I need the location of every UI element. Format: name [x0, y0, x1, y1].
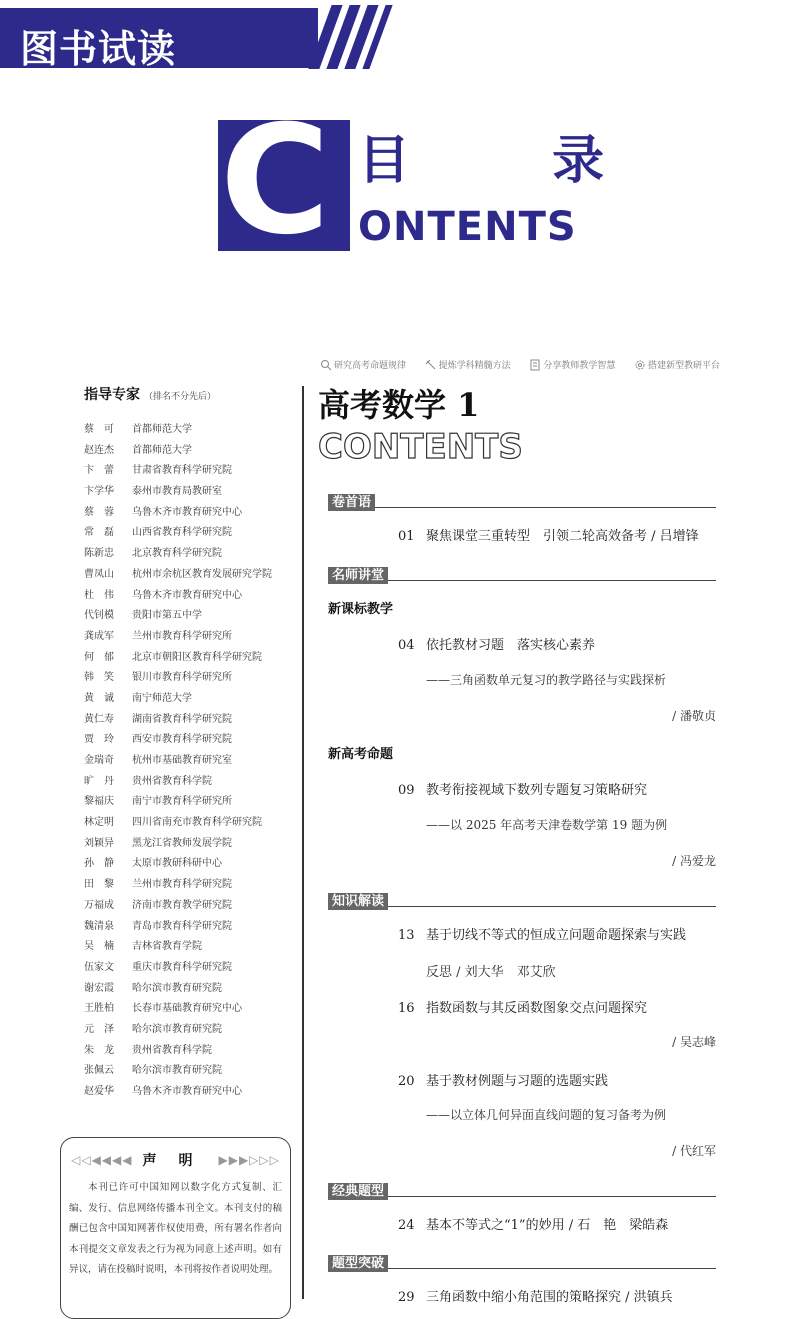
expert-org: 首都师范大学 [132, 424, 192, 435]
expert-name: 赵爱华 [84, 1086, 114, 1097]
section-tag: 卷首语 [328, 494, 375, 511]
expert-row [84, 565, 294, 586]
section-header [328, 564, 716, 581]
entry-title: 基本不等式之“1”的妙用 / 石 艳 梁皓森 [426, 1218, 669, 1233]
entry-title: 三角函数中缩小角范围的策略探究 / 洪镇兵 [426, 1290, 673, 1305]
entry-subtitle: ——以立体几何异面直线问题的复习备考为例 [426, 1108, 667, 1122]
slogan-item: 搭建新型教研平台 [634, 358, 720, 371]
expert-org: 贵州省教育科学院 [132, 775, 212, 787]
section-tag: 题型突破 [328, 1255, 388, 1272]
notice-box [60, 1137, 291, 1319]
expert-row [84, 648, 294, 669]
expert-org: 济南市教育教学研究院 [132, 899, 232, 911]
expert-org: 北京教育科学研究院 [132, 548, 222, 560]
expert-org: 哈尔滨市教育研究院 [132, 982, 222, 994]
expert-org: 重庆市教育科学研究院 [132, 961, 232, 973]
expert-name: 元 泽 [84, 1023, 114, 1035]
expert-org: 贵阳市第五中学 [132, 610, 202, 622]
page-number: 24 [398, 1218, 415, 1233]
magnifier-icon [320, 359, 332, 371]
page-number: 16 [398, 1001, 415, 1016]
toc-entry[interactable] [398, 924, 716, 943]
page-number: 13 [398, 928, 415, 943]
expert-name: 贾 玲 [84, 734, 114, 746]
expert-name: 吴 楠 [84, 941, 114, 953]
slogan-item: 提炼学科精髓方法 [425, 358, 511, 371]
toc-entry[interactable] [398, 1286, 716, 1305]
expert-org: 南宁市教育科学研究所 [132, 796, 232, 808]
document-icon [529, 359, 541, 371]
expert-org: 青岛市教育科学研究院 [132, 920, 232, 932]
expert-name: 万福成 [84, 899, 114, 911]
expert-name: 金瑞奇 [84, 755, 114, 766]
expert-name: 卞学华 [84, 486, 114, 498]
section-header [328, 1180, 716, 1197]
expert-row [84, 1061, 294, 1082]
entry-author: / 吴志峰 [672, 1035, 716, 1049]
toc-entry[interactable] [398, 525, 716, 544]
expert-name: 孙 静 [84, 858, 114, 870]
expert-name: 常 磊 [84, 527, 114, 539]
expert-org: 银川市教育科学研究所 [132, 672, 232, 684]
expert-org: 南宁师范大学 [132, 692, 192, 704]
expert-row [84, 523, 294, 544]
expert-name: 伍家文 [84, 961, 114, 973]
toc-entry[interactable] [398, 997, 716, 1016]
page-number: 09 [398, 783, 415, 798]
expert-org: 兰州市教育科学研究所 [132, 630, 232, 642]
expert-name: 曹凤山 [84, 568, 114, 580]
section-header [328, 890, 716, 907]
expert-name: 黎福庆 [84, 796, 114, 808]
expert-name: 蔡 蓉 [84, 506, 114, 518]
expert-row [84, 751, 294, 772]
expert-org: 吉林省教育学院 [132, 941, 202, 953]
expert-row [84, 917, 294, 938]
gear-icon [634, 359, 646, 371]
magazine-title: 高考数学 1 [318, 386, 480, 424]
toc-entry[interactable] [398, 1214, 716, 1233]
expert-name: 朱 龙 [84, 1044, 114, 1056]
expert-name: 韩 笑 [84, 672, 114, 684]
expert-name: 龚成军 [84, 630, 114, 642]
entry-author: / 冯爱龙 [672, 854, 716, 868]
expert-name: 杜 伟 [84, 589, 114, 601]
entry-subtitle: ——以 2025 年高考天津卷数学第 19 题为例 [426, 818, 668, 832]
entry-title: 依托教材习题 落实核心素养 [426, 638, 596, 653]
entry-subtitle: 反思 / 刘大华 邓艾欣 [426, 965, 556, 980]
section-tag: 知识解读 [328, 893, 388, 910]
expert-name: 蔡 可 [84, 424, 114, 435]
expert-org: 乌鲁木齐市教育研究中心 [132, 1086, 242, 1097]
expert-row [84, 689, 294, 710]
expert-name: 林定明 [84, 817, 114, 829]
notice-title: 声明 [142, 1153, 215, 1169]
expert-row [84, 1082, 294, 1103]
expert-row [84, 834, 294, 855]
expert-row [84, 999, 294, 1020]
contents-logo-letter: C [220, 120, 331, 251]
expert-name: 代钊模 [84, 610, 114, 622]
expert-row [84, 1041, 294, 1062]
toc-entry[interactable] [398, 634, 716, 653]
arrows-right-icon: ▶▶▶▷▷▷ [218, 1153, 280, 1167]
expert-name: 赵连杰 [84, 444, 114, 456]
expert-row [84, 627, 294, 648]
entry-title: 教考衔接视域下数列专题复习策略研究 [426, 783, 648, 798]
expert-row [84, 482, 294, 503]
expert-row [84, 875, 294, 896]
expert-row [84, 772, 294, 793]
slogan-strip [320, 358, 720, 371]
expert-row [84, 606, 294, 627]
expert-row [84, 544, 294, 565]
contents-title-cn: 目 录 [358, 131, 667, 191]
expert-org: 哈尔滨市教育研究院 [132, 1023, 222, 1035]
entry-title: 指数函数与其反函数图象交点问题探究 [426, 1001, 648, 1016]
expert-name: 魏清泉 [84, 920, 114, 932]
pickaxe-icon [425, 359, 437, 371]
header-banner [0, 8, 318, 71]
expert-org: 四川省南充市教育科学研究院 [132, 817, 262, 829]
expert-org: 长春市基础教育研究中心 [132, 1003, 242, 1015]
expert-row [84, 730, 294, 751]
expert-org: 山西省教育科学研究院 [132, 527, 232, 539]
expert-row [84, 503, 294, 524]
expert-name: 旷 丹 [84, 775, 114, 787]
expert-row [84, 1020, 294, 1041]
entry-subtitle: ——三角函数单元复习的教学路径与实践探析 [426, 673, 667, 687]
expert-row [84, 896, 294, 917]
entry-title: 聚焦课堂三重转型 引领二轮高效备考 / 吕增锋 [426, 529, 699, 544]
subsection-title: 新高考命题 [328, 747, 394, 762]
expert-row [84, 461, 294, 482]
expert-org: 乌鲁木齐市教育研究中心 [132, 506, 242, 518]
expert-org: 泰州市教育局教研室 [132, 486, 222, 498]
expert-org: 湖南省教育科学研究院 [132, 713, 232, 725]
expert-row [84, 937, 294, 958]
expert-row [84, 958, 294, 979]
expert-row [84, 710, 294, 731]
section-tag: 经典题型 [328, 1183, 388, 1200]
expert-row [84, 792, 294, 813]
expert-org: 西安市教育科学研究院 [132, 734, 232, 746]
expert-org: 哈尔滨市教育研究院 [132, 1065, 222, 1077]
page-number: 04 [398, 638, 415, 653]
expert-row [84, 813, 294, 834]
experts-note: （排名不分先后） [144, 392, 217, 402]
entry-author: / 代红军 [672, 1144, 716, 1158]
page-number: 20 [398, 1074, 415, 1089]
entry-title: 基于切线不等式的恒成立问题命题探索与实践 [426, 928, 687, 943]
expert-org: 乌鲁木齐市教育研究中心 [132, 589, 242, 601]
expert-name: 谢宏霞 [84, 982, 114, 994]
section-header [328, 1252, 716, 1269]
expert-org: 杭州市余杭区教育发展研究学院 [132, 568, 272, 580]
expert-name: 张佩云 [84, 1065, 114, 1077]
expert-org: 北京市朝阳区教育科学研究院 [132, 651, 262, 663]
expert-row [84, 979, 294, 1000]
expert-row [84, 420, 294, 441]
slogan-item: 分享教师教学智慧 [529, 358, 615, 371]
expert-name: 刘颖异 [84, 837, 114, 849]
experts-list [84, 420, 294, 1103]
expert-name: 卞 蕾 [84, 465, 114, 477]
expert-org: 甘肃省教育科学研究院 [132, 465, 232, 477]
expert-org: 黑龙江省教师发展学院 [132, 837, 232, 849]
expert-name: 黄仁寿 [84, 713, 114, 725]
slogan-item: 研究高考命题规律 [320, 358, 406, 371]
expert-row [84, 854, 294, 875]
expert-org: 首都师范大学 [132, 444, 192, 456]
notice-header [69, 1150, 282, 1170]
expert-org: 杭州市基础教育研究室 [132, 755, 232, 766]
experts-heading: 指导专家 （排名不分先后） [84, 387, 217, 403]
toc-entry[interactable] [398, 1070, 716, 1089]
page-number: 01 [398, 529, 415, 544]
expert-org: 兰州市教育科学研究院 [132, 879, 232, 891]
column-divider [302, 386, 304, 1299]
entry-author: / 潘敬贞 [672, 709, 716, 723]
magazine-title-en: CONTENTS [318, 427, 523, 467]
arrows-left-icon: ◁◁◀◀◀◀ [71, 1153, 133, 1167]
section-header [328, 491, 716, 508]
notice-text: 本刊已许可中国知网以数字化方式复制、汇编、发行、信息网络传播本刊全文。本刊支付的稿酬已包含中国知网著作权使用费，所有署名作者向本刊提交文章发表之行为视为同意上述声明。如有异议，请在投稿时说明，本刊将按作者说明处理。 [69, 1182, 282, 1275]
contents-logo-block [218, 120, 350, 251]
expert-org: 贵州省教育科学院 [132, 1044, 212, 1056]
expert-row [84, 441, 294, 462]
expert-name: 陈新忠 [84, 548, 114, 560]
expert-name: 黄 诚 [84, 692, 114, 704]
expert-name: 王胜柏 [84, 1003, 114, 1015]
expert-row [84, 668, 294, 689]
expert-row [84, 586, 294, 607]
page-number: 29 [398, 1290, 415, 1305]
section-tag: 名师讲堂 [328, 567, 388, 584]
contents-title-en: ONTENTS [358, 204, 577, 250]
expert-name: 何 郁 [84, 651, 114, 663]
toc-entry[interactable] [398, 779, 716, 798]
banner-title: 图书试读 [20, 27, 177, 71]
entry-title: 基于教材例题与习题的选题实践 [426, 1074, 609, 1089]
subsection-title: 新课标教学 [328, 602, 394, 617]
expert-org: 太原市教研科研中心 [132, 858, 222, 870]
expert-name: 田 黎 [84, 879, 114, 891]
